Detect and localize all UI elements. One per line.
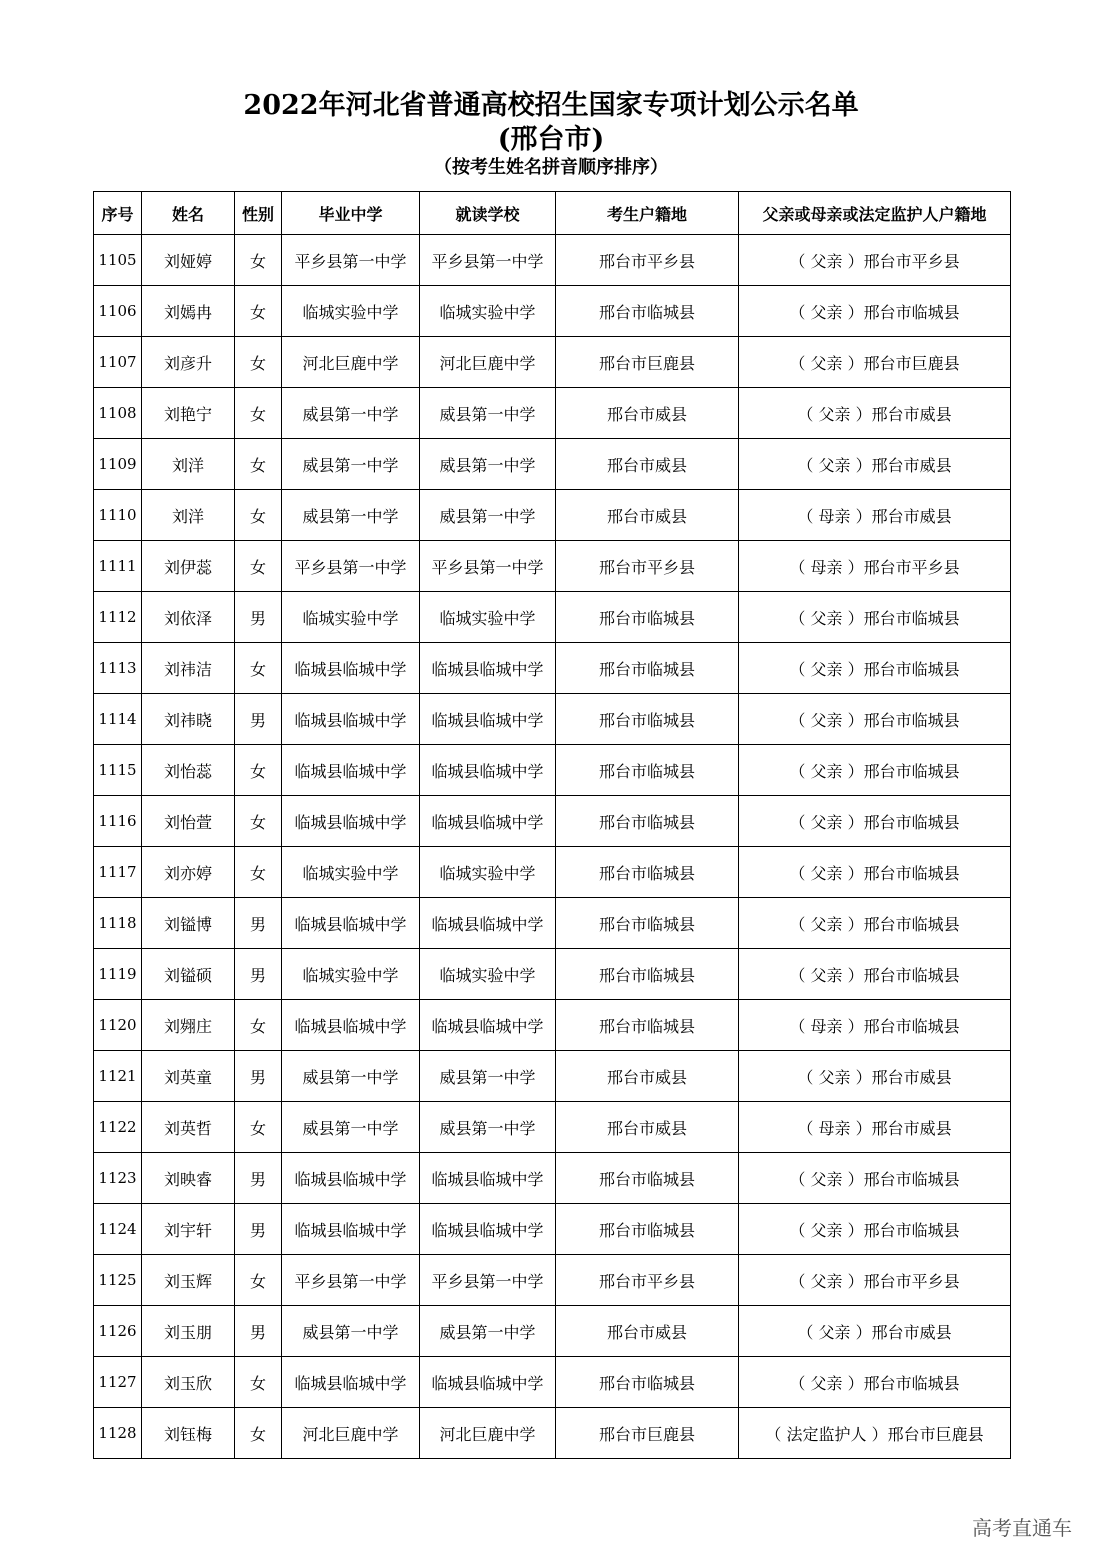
cell-gender: 女 <box>235 541 282 592</box>
cell-student-hukou: 邢台市巨鹿县 <box>556 1408 739 1459</box>
cell-current-school: 威县第一中学 <box>420 490 556 541</box>
page-subtitle-city: (邢台市) <box>497 124 605 155</box>
cell-guardian-hukou: （ 父亲 ）邢台市临城县 <box>739 592 1011 643</box>
cell-grad-school: 临城县临城中学 <box>282 694 420 745</box>
cell-current-school: 威县第一中学 <box>420 1102 556 1153</box>
table-row <box>94 949 1011 1000</box>
table-row <box>94 388 1011 439</box>
cell-seq: 1105 <box>94 235 142 286</box>
cell-student-hukou: 邢台市威县 <box>556 1051 739 1102</box>
cell-grad-school: 威县第一中学 <box>282 1102 420 1153</box>
table-row <box>94 592 1011 643</box>
cell-gender: 男 <box>235 1204 282 1255</box>
cell-current-school: 临城县临城中学 <box>420 1153 556 1204</box>
cell-grad-school: 临城县临城中学 <box>282 1000 420 1051</box>
cell-name: 刘彦升 <box>142 337 235 388</box>
cell-name: 刘英童 <box>142 1051 235 1102</box>
cell-student-hukou: 邢台市临城县 <box>556 745 739 796</box>
cell-name: 刘镒博 <box>142 898 235 949</box>
cell-current-school: 临城实验中学 <box>420 592 556 643</box>
cell-gender: 男 <box>235 1153 282 1204</box>
table-header-row <box>94 192 1011 235</box>
cell-guardian-hukou: （ 父亲 ）邢台市临城县 <box>739 949 1011 1000</box>
cell-gender: 女 <box>235 490 282 541</box>
cell-grad-school: 河北巨鹿中学 <box>282 337 420 388</box>
cell-current-school: 临城县临城中学 <box>420 1204 556 1255</box>
cell-grad-school: 威县第一中学 <box>282 439 420 490</box>
table-body <box>94 235 1011 1459</box>
cell-name: 刘洋 <box>142 490 235 541</box>
cell-seq: 1126 <box>94 1306 142 1357</box>
table-row <box>94 796 1011 847</box>
cell-gender: 男 <box>235 949 282 1000</box>
cell-current-school: 临城县临城中学 <box>420 694 556 745</box>
cell-grad-school: 威县第一中学 <box>282 1051 420 1102</box>
cell-gender: 女 <box>235 235 282 286</box>
cell-name: 刘玉朋 <box>142 1306 235 1357</box>
cell-gender: 女 <box>235 439 282 490</box>
cell-current-school: 临城实验中学 <box>420 949 556 1000</box>
cell-student-hukou: 邢台市临城县 <box>556 1153 739 1204</box>
cell-grad-school: 临城实验中学 <box>282 847 420 898</box>
table-row <box>94 694 1011 745</box>
cell-gender: 女 <box>235 1000 282 1051</box>
cell-seq: 1110 <box>94 490 142 541</box>
cell-current-school: 平乡县第一中学 <box>420 541 556 592</box>
cell-guardian-hukou: （ 母亲 ）邢台市威县 <box>739 1102 1011 1153</box>
cell-guardian-hukou: （ 父亲 ）邢台市临城县 <box>739 1357 1011 1408</box>
table-row <box>94 1102 1011 1153</box>
table-row <box>94 898 1011 949</box>
cell-seq: 1113 <box>94 643 142 694</box>
cell-guardian-hukou: （ 父亲 ）邢台市临城县 <box>739 898 1011 949</box>
cell-gender: 女 <box>235 337 282 388</box>
cell-seq: 1119 <box>94 949 142 1000</box>
header-grad-school: 毕业中学 <box>282 192 420 235</box>
cell-student-hukou: 邢台市临城县 <box>556 796 739 847</box>
cell-guardian-hukou: （ 父亲 ）邢台市临城县 <box>739 1153 1011 1204</box>
cell-student-hukou: 邢台市临城县 <box>556 949 739 1000</box>
table-row <box>94 1000 1011 1051</box>
table-row <box>94 1051 1011 1102</box>
cell-gender: 女 <box>235 1408 282 1459</box>
cell-guardian-hukou: （ 母亲 ）邢台市临城县 <box>739 1000 1011 1051</box>
cell-gender: 男 <box>235 1051 282 1102</box>
cell-student-hukou: 邢台市临城县 <box>556 643 739 694</box>
cell-grad-school: 威县第一中学 <box>282 388 420 439</box>
header-guardian-hukou: 父亲或母亲或法定监护人户籍地 <box>739 192 1011 235</box>
cell-gender: 男 <box>235 694 282 745</box>
cell-guardian-hukou: （ 母亲 ）邢台市威县 <box>739 490 1011 541</box>
cell-student-hukou: 邢台市临城县 <box>556 286 739 337</box>
cell-student-hukou: 邢台市临城县 <box>556 592 739 643</box>
table-row <box>94 1408 1011 1459</box>
table-row <box>94 1357 1011 1408</box>
page-subtitle-sort-note: （按考生姓名拼音顺序排序） <box>434 157 668 178</box>
cell-name: 刘伊蕊 <box>142 541 235 592</box>
cell-seq: 1116 <box>94 796 142 847</box>
cell-guardian-hukou: （ 法定监护人 ）邢台市巨鹿县 <box>739 1408 1011 1459</box>
cell-student-hukou: 邢台市威县 <box>556 1306 739 1357</box>
cell-seq: 1120 <box>94 1000 142 1051</box>
cell-student-hukou: 邢台市平乡县 <box>556 235 739 286</box>
cell-student-hukou: 邢台市临城县 <box>556 898 739 949</box>
cell-guardian-hukou: （ 父亲 ）邢台市临城县 <box>739 1204 1011 1255</box>
cell-seq: 1106 <box>94 286 142 337</box>
table-row <box>94 643 1011 694</box>
cell-name: 刘映睿 <box>142 1153 235 1204</box>
page-title: 2022年河北省普通高校招生国家专项计划公示名单 <box>243 90 859 121</box>
table-row <box>94 1306 1011 1357</box>
cell-gender: 女 <box>235 286 282 337</box>
cell-grad-school: 临城县临城中学 <box>282 643 420 694</box>
cell-grad-school: 威县第一中学 <box>282 1306 420 1357</box>
cell-guardian-hukou: （ 父亲 ）邢台市威县 <box>739 388 1011 439</box>
cell-guardian-hukou: （ 父亲 ）邢台市临城县 <box>739 286 1011 337</box>
header-gender: 性别 <box>235 192 282 235</box>
cell-guardian-hukou: （ 母亲 ）邢台市平乡县 <box>739 541 1011 592</box>
cell-guardian-hukou: （ 父亲 ）邢台市临城县 <box>739 745 1011 796</box>
cell-guardian-hukou: （ 父亲 ）邢台市临城县 <box>739 796 1011 847</box>
cell-current-school: 平乡县第一中学 <box>420 235 556 286</box>
cell-guardian-hukou: （ 父亲 ）邢台市临城县 <box>739 847 1011 898</box>
cell-name: 刘祎晓 <box>142 694 235 745</box>
cell-student-hukou: 邢台市威县 <box>556 388 739 439</box>
cell-grad-school: 临城实验中学 <box>282 286 420 337</box>
table-row <box>94 541 1011 592</box>
cell-grad-school: 临城县临城中学 <box>282 796 420 847</box>
cell-grad-school: 临城县临城中学 <box>282 1204 420 1255</box>
cell-name: 刘宇轩 <box>142 1204 235 1255</box>
cell-student-hukou: 邢台市临城县 <box>556 1000 739 1051</box>
table-row <box>94 286 1011 337</box>
cell-name: 刘玉欣 <box>142 1357 235 1408</box>
cell-current-school: 临城县临城中学 <box>420 1000 556 1051</box>
cell-current-school: 临城县临城中学 <box>420 796 556 847</box>
cell-seq: 1125 <box>94 1255 142 1306</box>
cell-current-school: 临城县临城中学 <box>420 745 556 796</box>
cell-guardian-hukou: （ 父亲 ）邢台市威县 <box>739 1306 1011 1357</box>
header-current-school: 就读学校 <box>420 192 556 235</box>
cell-name: 刘祎洁 <box>142 643 235 694</box>
cell-gender: 男 <box>235 592 282 643</box>
cell-name: 刘艳宁 <box>142 388 235 439</box>
cell-student-hukou: 邢台市威县 <box>556 439 739 490</box>
cell-grad-school: 平乡县第一中学 <box>282 235 420 286</box>
cell-guardian-hukou: （ 父亲 ）邢台市平乡县 <box>739 235 1011 286</box>
table-row <box>94 1255 1011 1306</box>
cell-student-hukou: 邢台市临城县 <box>556 694 739 745</box>
cell-student-hukou: 邢台市威县 <box>556 1102 739 1153</box>
cell-current-school: 临城实验中学 <box>420 847 556 898</box>
cell-grad-school: 威县第一中学 <box>282 490 420 541</box>
cell-grad-school: 临城县临城中学 <box>282 1153 420 1204</box>
cell-seq: 1117 <box>94 847 142 898</box>
cell-name: 刘翙庄 <box>142 1000 235 1051</box>
cell-seq: 1114 <box>94 694 142 745</box>
cell-grad-school: 河北巨鹿中学 <box>282 1408 420 1459</box>
table-row <box>94 235 1011 286</box>
cell-current-school: 临城县临城中学 <box>420 898 556 949</box>
table-row <box>94 439 1011 490</box>
cell-name: 刘怡蕊 <box>142 745 235 796</box>
cell-seq: 1107 <box>94 337 142 388</box>
cell-name: 刘亦婷 <box>142 847 235 898</box>
table-row <box>94 847 1011 898</box>
cell-seq: 1109 <box>94 439 142 490</box>
table-row <box>94 745 1011 796</box>
header-name: 姓名 <box>142 192 235 235</box>
cell-gender: 女 <box>235 1102 282 1153</box>
cell-seq: 1122 <box>94 1102 142 1153</box>
cell-name: 刘嫣冉 <box>142 286 235 337</box>
cell-current-school: 临城县临城中学 <box>420 1357 556 1408</box>
cell-gender: 女 <box>235 745 282 796</box>
cell-name: 刘洋 <box>142 439 235 490</box>
cell-gender: 男 <box>235 898 282 949</box>
cell-gender: 女 <box>235 847 282 898</box>
watermark: 高考直通车 <box>972 1516 1072 1540</box>
cell-student-hukou: 邢台市临城县 <box>556 1357 739 1408</box>
cell-seq: 1123 <box>94 1153 142 1204</box>
cell-seq: 1128 <box>94 1408 142 1459</box>
table-row <box>94 1204 1011 1255</box>
cell-student-hukou: 邢台市临城县 <box>556 847 739 898</box>
cell-current-school: 临城县临城中学 <box>420 643 556 694</box>
cell-seq: 1115 <box>94 745 142 796</box>
cell-gender: 女 <box>235 1255 282 1306</box>
cell-gender: 女 <box>235 796 282 847</box>
cell-seq: 1121 <box>94 1051 142 1102</box>
cell-grad-school: 临城实验中学 <box>282 592 420 643</box>
cell-guardian-hukou: （ 父亲 ）邢台市威县 <box>739 1051 1011 1102</box>
roster-table <box>93 191 1011 1459</box>
cell-guardian-hukou: （ 父亲 ）邢台市临城县 <box>739 643 1011 694</box>
cell-student-hukou: 邢台市临城县 <box>556 1204 739 1255</box>
cell-student-hukou: 邢台市巨鹿县 <box>556 337 739 388</box>
table-row <box>94 1153 1011 1204</box>
cell-seq: 1118 <box>94 898 142 949</box>
cell-current-school: 河北巨鹿中学 <box>420 1408 556 1459</box>
cell-student-hukou: 邢台市平乡县 <box>556 541 739 592</box>
cell-gender: 女 <box>235 388 282 439</box>
cell-current-school: 威县第一中学 <box>420 439 556 490</box>
cell-grad-school: 平乡县第一中学 <box>282 541 420 592</box>
cell-name: 刘怡萱 <box>142 796 235 847</box>
cell-name: 刘镒硕 <box>142 949 235 1000</box>
cell-gender: 女 <box>235 1357 282 1408</box>
cell-guardian-hukou: （ 父亲 ）邢台市临城县 <box>739 694 1011 745</box>
cell-student-hukou: 邢台市平乡县 <box>556 1255 739 1306</box>
cell-name: 刘玉辉 <box>142 1255 235 1306</box>
table-row <box>94 337 1011 388</box>
cell-name: 刘娅婷 <box>142 235 235 286</box>
cell-seq: 1108 <box>94 388 142 439</box>
cell-grad-school: 临城县临城中学 <box>282 745 420 796</box>
cell-current-school: 威县第一中学 <box>420 1051 556 1102</box>
cell-current-school: 临城实验中学 <box>420 286 556 337</box>
cell-grad-school: 临城县临城中学 <box>282 1357 420 1408</box>
cell-guardian-hukou: （ 父亲 ）邢台市平乡县 <box>739 1255 1011 1306</box>
cell-gender: 男 <box>235 1306 282 1357</box>
header-student-hukou: 考生户籍地 <box>556 192 739 235</box>
header-seq: 序号 <box>94 192 142 235</box>
cell-current-school: 威县第一中学 <box>420 388 556 439</box>
cell-current-school: 河北巨鹿中学 <box>420 337 556 388</box>
cell-gender: 女 <box>235 643 282 694</box>
cell-grad-school: 临城县临城中学 <box>282 898 420 949</box>
cell-guardian-hukou: （ 父亲 ）邢台市威县 <box>739 439 1011 490</box>
cell-current-school: 平乡县第一中学 <box>420 1255 556 1306</box>
cell-student-hukou: 邢台市威县 <box>556 490 739 541</box>
cell-grad-school: 临城实验中学 <box>282 949 420 1000</box>
cell-current-school: 威县第一中学 <box>420 1306 556 1357</box>
table-row <box>94 490 1011 541</box>
cell-guardian-hukou: （ 父亲 ）邢台市巨鹿县 <box>739 337 1011 388</box>
cell-name: 刘英哲 <box>142 1102 235 1153</box>
cell-name: 刘钰梅 <box>142 1408 235 1459</box>
cell-grad-school: 平乡县第一中学 <box>282 1255 420 1306</box>
cell-name: 刘依泽 <box>142 592 235 643</box>
cell-seq: 1112 <box>94 592 142 643</box>
cell-seq: 1127 <box>94 1357 142 1408</box>
cell-seq: 1111 <box>94 541 142 592</box>
cell-seq: 1124 <box>94 1204 142 1255</box>
